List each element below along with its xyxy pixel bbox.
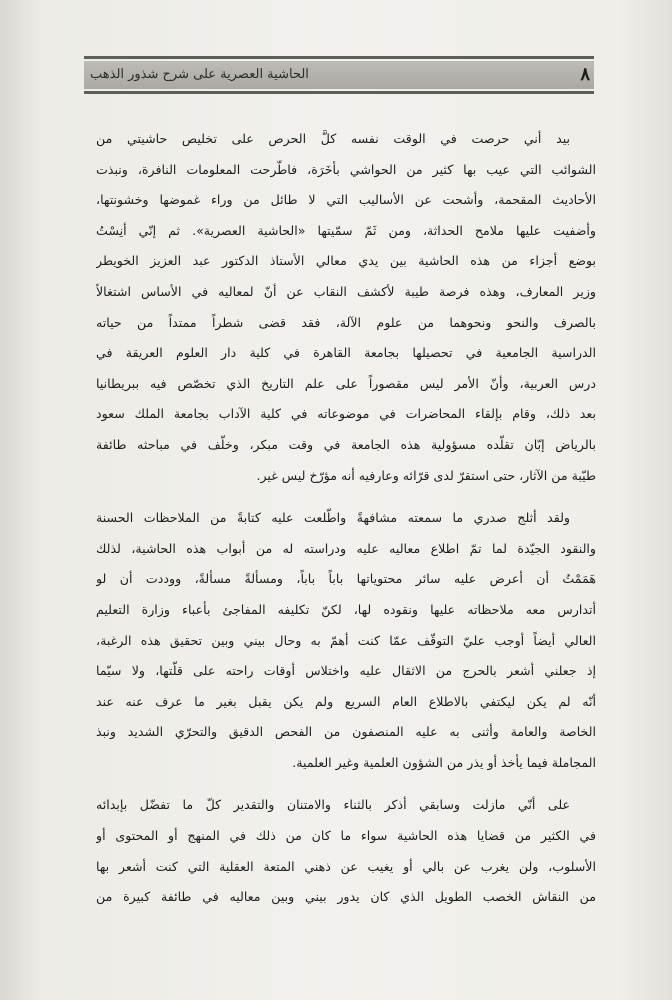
text-line: الأسلوب، ولن يغرب عن بالي أو يغيب عن ذهني المتعة العقلية التي كنت أشعر بها (96, 858, 596, 874)
paragraph-3 (96, 790, 596, 912)
text-line: العالي أيضاً أوجب عليّ التوقّف عمّا كنت أهمّ به وحال بيني وبين تحقيق هذه الرغبة، (96, 632, 596, 648)
text-line: ولقد أثلج صدري ما سمعته مشافهةً واطّلعت عليه كتابةً من الملاحظات الحسنة (96, 510, 570, 526)
paragraph-1 (96, 124, 596, 491)
text-line: بعد ذلك، وقام بإلقاء المحاضرات في موضوعاته في كلية الآداب بجامعة الملك سعود (96, 406, 596, 422)
paragraph-gap (96, 778, 596, 790)
header-top-rule (84, 56, 594, 59)
running-header (84, 56, 594, 98)
text-line: هَمَمْتُ أن أعرض عليه سائر محتوياتها باباً باباً، ومسألةً مسألةً، ووددت أن لو (96, 571, 596, 587)
text-line: وأضفيت عليها ملامح الحداثة، ومن ثَمّ سمّيتها «الحاشية العصرية». ثم إنّي أنِسْتُ (96, 222, 596, 238)
text-line: بيد أني حرصت في الوقت نفسه كلَّ الحرص على تخليص حاشيتي من (96, 131, 570, 146)
text-line: المجاملة فيما يأخذ أو يذر من الشؤون العلمية وغير العلمية. (292, 754, 596, 770)
text-line: على أنّي مازلت وسابقي أذكر بالثناء والامتنان والتقدير كلّ ما تفضّل بإبدائه (96, 797, 570, 813)
text-line: وزير المعارف، وهذه فرصة طيبة لأكشف النقاب عن أنّ لمعاليه في الأساس اشتغالاً (96, 283, 596, 299)
body-text (96, 124, 596, 913)
text-line: أنّه لم يكن ليكتفي بالاطلاع العام السريع ولم يكن يقبل بغير ما عرف عنه عند (96, 693, 596, 709)
text-line: بالصرف والنحو ونحوهما من علوم الآلة، فقد قضى شطراً ممتداً من حياته (96, 314, 596, 330)
text-line: بالرياض إبّان تقلّده مسؤولية هذه الجامعة في وقت مبكر، وخلّف في مباحثه طائفة (96, 436, 596, 452)
header-bottom-rule (84, 91, 594, 94)
text-line: الدراسية الجامعية في تحصيلها بجامعة القاهرة في كلية دار العلوم العريقة في (96, 345, 596, 361)
text-line: الخاصة والعامة وأثنى به عليه المنصفون من الفحص الدقيق والتحرّي الشديد ونبذ (96, 724, 596, 740)
text-line: والنقود الجيّدة لما تمّ اطلاع معاليه عليه ودراسته له من أبواب هذه الحاشية، لذلك (96, 540, 596, 556)
text-line: أتدارس معه ملاحظاته عليها ونقوده لها، لكنّ تكليفه المفاجئ بأعباء وزارة التعليم (96, 601, 596, 617)
paragraph-gap (96, 491, 596, 503)
text-line: الشوائب التي عيب بها كثير من الحواشي بأخَرَة، فاطّرحت المعلومات النافرة، ونبذت (96, 161, 596, 177)
paragraph-2 (96, 503, 596, 778)
running-title: الحاشية العصرية على شرح شذور الذهب (90, 67, 309, 82)
text-line: في الكثير من قضايا هذه الحاشية سواء ما كان من ذلك في المنهج أو المحتوى أو (96, 828, 596, 844)
text-line: بوضع أجزاء من هذه الحاشية بين يدي معالي الأستاذ الدكتور عبد العزيز الخويطر (96, 253, 596, 269)
text-line: درس العربية، وأنّ الأمر ليس مقصوراً على علم التاريخ الذي تخصّص فيه ببريطانيا (96, 375, 596, 391)
text-line: طيّبة من الآثار، حتى استقرّ لدى قرّائه وعارفيه أنه مؤرّخ ليس غير. (256, 467, 596, 483)
text-line: الأحاديث المقحمة، وأشحت عن الأساليب التي لا طائل من وراء غموضها وخشونتها، (96, 192, 596, 208)
text-line: من النقاش الخصب الطويل الذي كان يدور بيني وبين معاليه في طائفة كبيرة من (96, 889, 596, 905)
text-line: إذ جعلني أشعر بالحرج من الاثقال عليه واختلاس أوقات راحته على قلّتها، ولا سيّما (96, 663, 596, 679)
page-number: ٨ (580, 64, 590, 85)
